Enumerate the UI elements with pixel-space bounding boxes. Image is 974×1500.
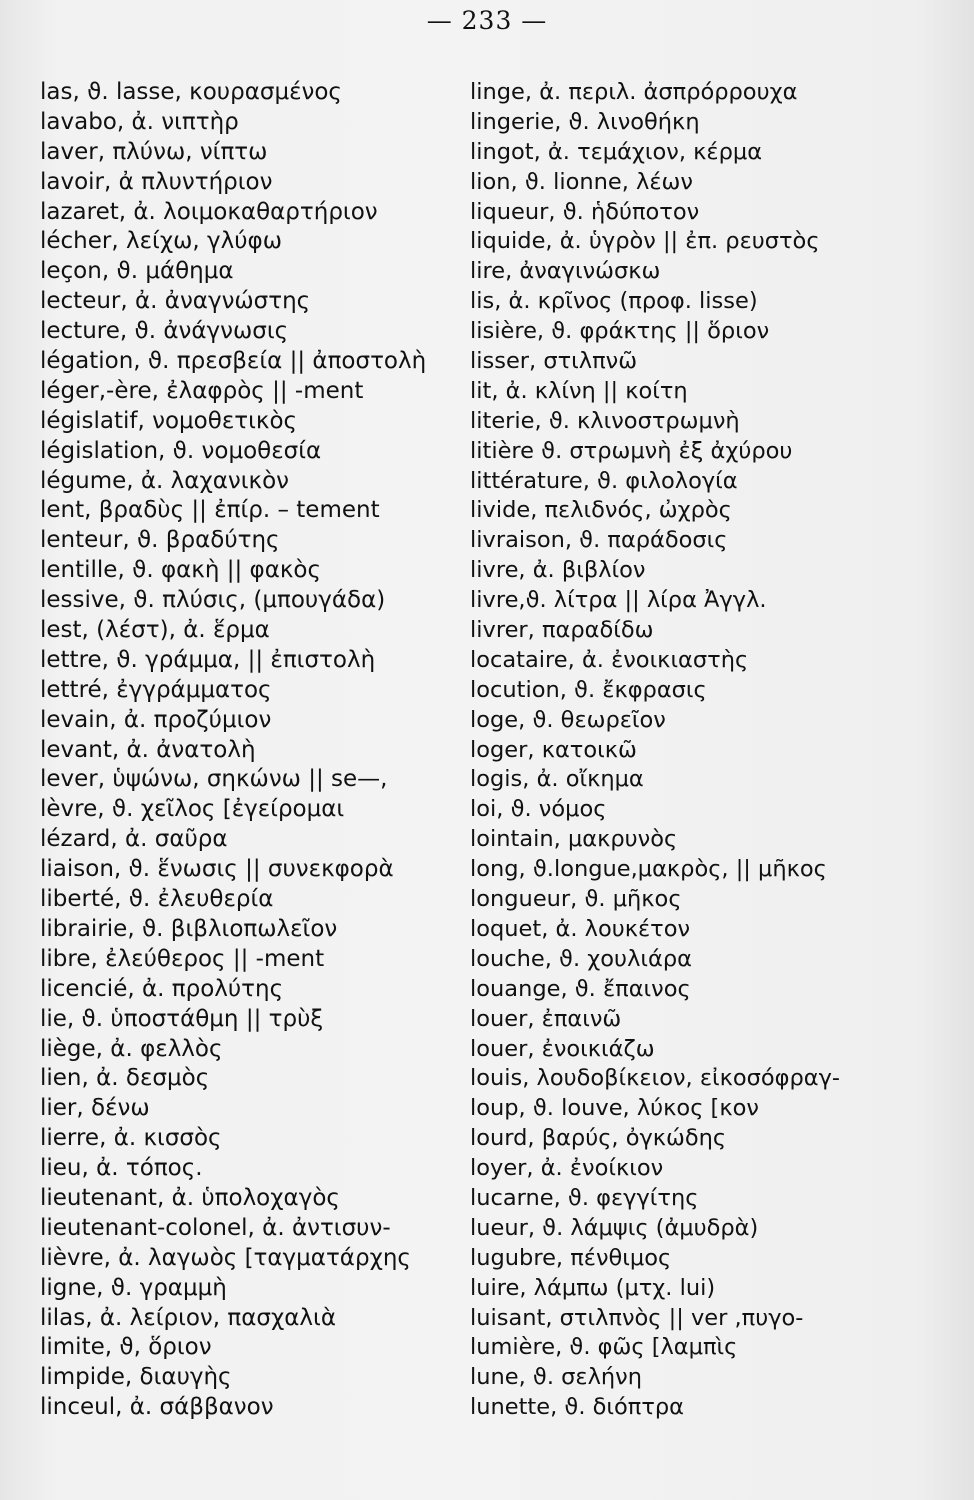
dictionary-entry: litière ϑ. στρωμνὴ ἐξ ἀχύρου	[470, 437, 793, 464]
dictionary-entry: législation, ϑ. νομοθεσία	[40, 437, 322, 464]
dictionary-entry: lingot, ἀ. τεμάχιον, κέρμα	[470, 138, 763, 165]
dictionary-entry: lièvre, ἀ. λαγωὸς [ταγματάρχης	[40, 1244, 411, 1271]
dictionary-entry: législatif, νομοθετικὸς	[40, 407, 298, 434]
dictionary-entry: lilas, ἀ. λείριον, πασχαλιὰ	[40, 1304, 336, 1331]
dictionary-entry: lent, βραδὺς || ἐπίρ. – tement	[40, 497, 380, 524]
dictionary-entry: loi, ϑ. νόμος	[470, 796, 607, 823]
dictionary-entry: littérature, ϑ. φιλολογία	[470, 467, 738, 494]
dictionary-entry: lugubre, πένθιμος	[470, 1244, 672, 1271]
dictionary-entry: léger,-ère, ἐλαφρὸς || -ment	[40, 377, 364, 404]
dictionary-entry: livre,ϑ. λίτρα || λίρα Ἀγγλ.	[470, 587, 767, 614]
dictionary-entry: lire, ἀναγινώσκω	[470, 258, 661, 285]
dictionary-entry: lavoir, ἀ πλυντήριον	[40, 168, 273, 195]
dictionary-entry: lest, (λέστ), ἀ. ἕρμα	[40, 617, 270, 644]
dictionary-entry: logis, ἀ. οἴκημα	[470, 766, 644, 793]
dictionary-entry: luire, λάμπω (μτχ. lui)	[470, 1274, 716, 1301]
dictionary-entry: lever, ὑψώνω, σηκώνω || se—,	[40, 766, 388, 793]
dictionary-entry: lieutenant, ἀ. ὑπολοχαγὸς	[40, 1184, 340, 1211]
dictionary-entry: lézard, ἀ. σαῦρα	[40, 826, 228, 853]
dictionary-entry: lien, ἀ. δεσμὸς	[40, 1065, 210, 1092]
dictionary-entry: lourd, βαρύς, ὀγκώδης	[470, 1125, 727, 1152]
dictionary-entry: liberté, ϑ. ἐλευθερία	[40, 886, 274, 913]
dictionary-entry: lit, ἀ. κλίνη || κοίτη	[470, 377, 688, 404]
dictionary-entry: literie, ϑ. κλινοστρωμνὴ	[470, 407, 740, 434]
dictionary-entry: liquide, ἀ. ὑγρὸν || ἐπ. ρευστὸς	[470, 228, 820, 255]
page-number: — 233 —	[426, 6, 548, 35]
dictionary-entry: lingerie, ϑ. λινοθήκη	[470, 108, 700, 135]
dictionary-entry: lueur, ϑ. λάμψις (ἀμυδρὰ)	[470, 1214, 759, 1241]
dictionary-entry: ligne, ϑ. γραμμὴ	[40, 1274, 227, 1301]
dictionary-entry: louis, λουδοβίκειον, εἰκοσόφραγ-	[470, 1065, 841, 1092]
dictionary-entry: levant, ἀ. ἀνατολὴ	[40, 736, 256, 763]
right-column	[470, 78, 890, 1423]
dictionary-entry: long, ϑ.longue,μακρὸς, || μῆκος	[470, 856, 827, 883]
dictionary-entry: livrer, παραδίδω	[470, 617, 654, 644]
dictionary-entry: locataire, ἀ. ἐνοικιαστὴς	[470, 646, 749, 673]
dictionary-entry: lion, ϑ. lionne, λέων	[470, 168, 693, 195]
dictionary-entry: linceul, ἀ. σάββανον	[40, 1394, 274, 1421]
dictionary-entry: louer, ἐπαινῶ	[470, 1005, 622, 1032]
dictionary-entry: lieu, ἀ. τόπος.	[40, 1155, 203, 1182]
dictionary-entry: légation, ϑ. πρεσβεία || ἀποστολὴ	[40, 348, 427, 375]
dictionary-entry: loquet, ἀ. λουκέτον	[470, 915, 691, 942]
dictionary-entry: lierre, ἀ. κισσὸς	[40, 1125, 222, 1152]
dictionary-entry: locution, ϑ. ἔκφρασις	[470, 676, 707, 703]
dictionary-entry: lunette, ϑ. διόπτρα	[470, 1394, 684, 1421]
dictionary-entry: lune, ϑ. σελήνη	[470, 1364, 642, 1391]
dictionary-entry: liaison, ϑ. ἕνωσις || συνεκφορὰ	[40, 856, 394, 883]
dictionary-entry: loge, ϑ. θεωρεῖον	[470, 706, 666, 733]
dictionary-entry: lieutenant-colonel, ἀ. ἀντισυν-	[40, 1214, 391, 1241]
dictionary-entry: lavabo, ἀ. νιπτὴρ	[40, 108, 239, 135]
dictionary-entry: las, ϑ. lasse, κουρασμένος	[40, 79, 342, 105]
dictionary-entry: lettre, ϑ. γράμμα, || ἐπιστολὴ	[40, 646, 376, 673]
dictionary-entry: livide, πελιδνός, ὠχρὸς	[470, 497, 732, 524]
dictionary-entry: liqueur, ϑ. ἡδύποτον	[470, 198, 700, 225]
dictionary-entry: limite, ϑ, ὅριον	[40, 1334, 212, 1361]
dictionary-entry: lisser, στιλπνῶ	[470, 348, 638, 375]
dictionary-entry: lumière, ϑ. φῶς [λαμπὶς	[470, 1334, 738, 1361]
dictionary-entry: lazaret, ἀ. λοιμοκαθαρτήριον	[40, 198, 378, 225]
dictionary-entry: liège, ἀ. φελλὸς	[40, 1035, 223, 1062]
dictionary-entry: longueur, ϑ. μῆκος	[470, 886, 682, 913]
dictionary-entry: levain, ἀ. προζύμιον	[40, 706, 272, 733]
dictionary-entry: luisant, στιλπνὸς || ver ,πυγο-	[470, 1304, 804, 1331]
dictionary-entry: libre, ἐλεύθερος || -ment	[40, 945, 325, 972]
dictionary-entry: linge, ἀ. περιλ. ἀσπρόρρουχα	[470, 79, 798, 105]
dictionary-entry: loup, ϑ. louve, λύκος [κον	[470, 1095, 759, 1122]
dictionary-entry: loyer, ἀ. ἐνοίκιον	[470, 1155, 664, 1182]
dictionary-entry: lecture, ϑ. ἀνάγνωσις	[40, 318, 289, 345]
dictionary-entry: librairie, ϑ. βιβλιοπωλεῖον	[40, 915, 338, 942]
dictionary-entry: lie, ϑ. ὑποστάθμη || τρὺξ	[40, 1005, 324, 1032]
dictionary-entry: lisière, ϑ. φράκτης || ὅριον	[470, 318, 770, 345]
dictionary-entry: loger, κατοικῶ	[470, 736, 637, 763]
dictionary-entry: lecteur, ἀ. ἀναγνώστης	[40, 288, 311, 315]
dictionary-entry: lenteur, ϑ. βραδύτης	[40, 527, 280, 554]
dictionary-entry: louer, ἐνοικιάζω	[470, 1035, 655, 1062]
dictionary-entry: lier, δένω	[40, 1095, 150, 1122]
dictionary-entry: lécher, λείχω, γλύφω	[40, 228, 282, 255]
dictionary-entry: lèvre, ϑ. χεῖλος [ἐγείρομαι	[40, 796, 345, 823]
dictionary-entry: livre, ἀ. βιβλίον	[470, 557, 646, 584]
dictionary-entry: louange, ϑ. ἔπαινος	[470, 975, 691, 1002]
dictionary-entry: lointain, μακρυνὸς	[470, 826, 678, 853]
dictionary-entry: laver, πλύνω, νίπτω	[40, 138, 268, 165]
dictionary-entry: licencié, ἀ. προλύτης	[40, 975, 284, 1002]
left-column	[40, 78, 470, 1423]
dictionary-entry: lis, ἀ. κρῖνος (προφ. lisse)	[470, 288, 758, 315]
dictionary-entry: lentille, ϑ. φακὴ || φακὸς	[40, 557, 321, 584]
dictionary-entry: lessive, ϑ. πλύσις, (μπουγάδα)	[40, 587, 386, 614]
dictionary-entry: louche, ϑ. χουλιάρα	[470, 945, 692, 972]
dictionary-entry: lettré, ἐγγράμματος	[40, 676, 272, 703]
dictionary-entry: leçon, ϑ. μάθημα	[40, 258, 234, 285]
dictionary-entry: lucarne, ϑ. φεγγίτης	[470, 1184, 699, 1211]
dictionary-entry: limpide, διαυγὴς	[40, 1364, 232, 1391]
dictionary-entry: légume, ἀ. λαχανικὸν	[40, 467, 290, 494]
dictionary-entry: livraison, ϑ. παράδοσις	[470, 527, 728, 554]
